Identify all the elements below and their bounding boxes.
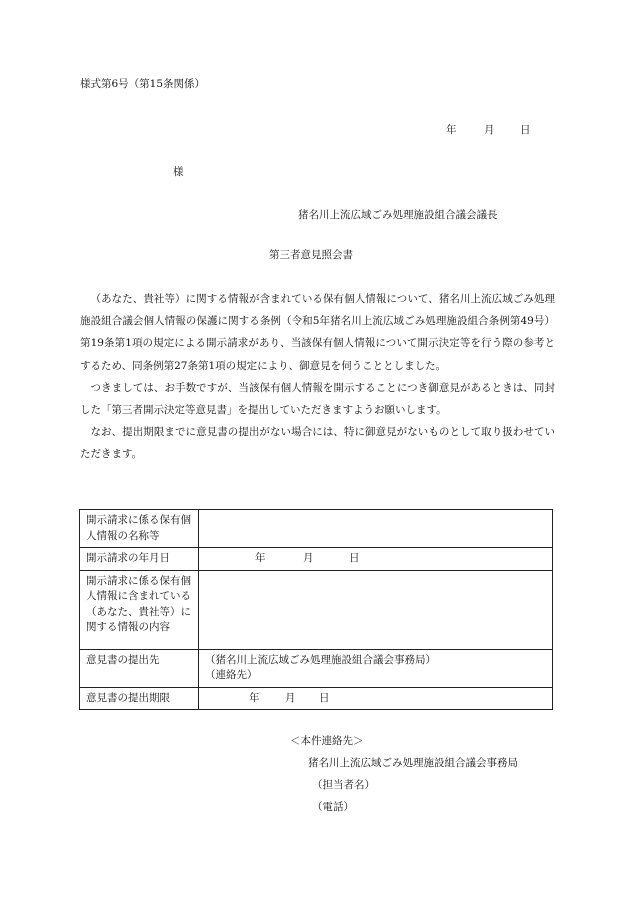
addressee-suffix: 様 (173, 166, 184, 178)
body-paragraph: なお、提出期限までに意見書の提出がない場合には、特に御意見がないものとして取り扱わせていただきます。 (80, 426, 555, 461)
request-info-name-label: 開示請求に係る保有個人情報の名称等 (80, 510, 199, 548)
table-row (80, 570, 553, 649)
request-info-name-value (199, 510, 553, 548)
destination-contact: （連絡先） (205, 669, 258, 681)
request-date-label: 開示請求の年月日 (80, 548, 199, 571)
request-date-value (199, 548, 553, 571)
contact-office: 猪名川上流広域ごみ処理施設組合議会事務局 (308, 757, 518, 769)
sender-name: 猪名川上流広域ごみ処理施設組合議会議長 (298, 209, 498, 221)
destination-office: （猪名川上流広域ごみ処理施設組合議会事務局） (205, 653, 436, 666)
info-table (79, 509, 553, 710)
info-content-value (199, 570, 553, 649)
date-line (446, 125, 531, 136)
contact-phone: （電話） (312, 801, 354, 813)
deadline-day: 日 (319, 691, 330, 704)
table-row (80, 687, 553, 710)
request-date-month: 月 (303, 552, 314, 564)
submission-destination-value (199, 649, 553, 687)
document-title: 第三者意見照会書 (269, 249, 353, 261)
request-date-day: 日 (349, 552, 360, 564)
date-day: 日 (520, 124, 531, 136)
deadline-year: 年 (249, 691, 260, 704)
date-year: 年 (446, 124, 457, 136)
contact-person: （担当者名） (312, 779, 375, 791)
table-row (80, 649, 553, 687)
contact-block (290, 730, 518, 818)
submission-deadline-value (199, 687, 553, 710)
date-month: 月 (484, 124, 495, 136)
body-paragraph: （あなた、貴社等）に関する情報が含まれている保有個人情報について、猪名川上流広域ごみ処理施設組合議会個人情報の保護に関する条例（令和5年猪名川上流広域ごみ処理施設組合条例第49号）第19条第1項の規定による開示請求があり、当該保有個人情報について開示決定等を行う際の参考とするため、同条例第27条第1項の規定により、御意見を伺うこととしました。 (80, 293, 555, 372)
submission-deadline-label: 意見書の提出期限 (80, 687, 199, 710)
table-row (80, 510, 553, 548)
contact-heading: ＜本件連絡先＞ (290, 735, 364, 747)
body-paragraph: つきましては、お手数ですが、当該保有個人情報を開示することにつき御意見があるときは、同封した「第三者開示決定等意見書」を提出していただきますようお願いします。 (80, 381, 555, 417)
deadline-month: 月 (285, 691, 296, 704)
info-content-label: 開示請求に係る保有個人情報に含まれている（あなた、貴社等）に関する情報の内容 (80, 570, 199, 649)
body-text (80, 288, 555, 466)
request-date-year: 年 (255, 552, 266, 564)
submission-destination-label: 意見書の提出先 (80, 649, 199, 687)
table-row (80, 548, 553, 571)
form-code: 様式第6号（第15条関係） (80, 78, 206, 90)
